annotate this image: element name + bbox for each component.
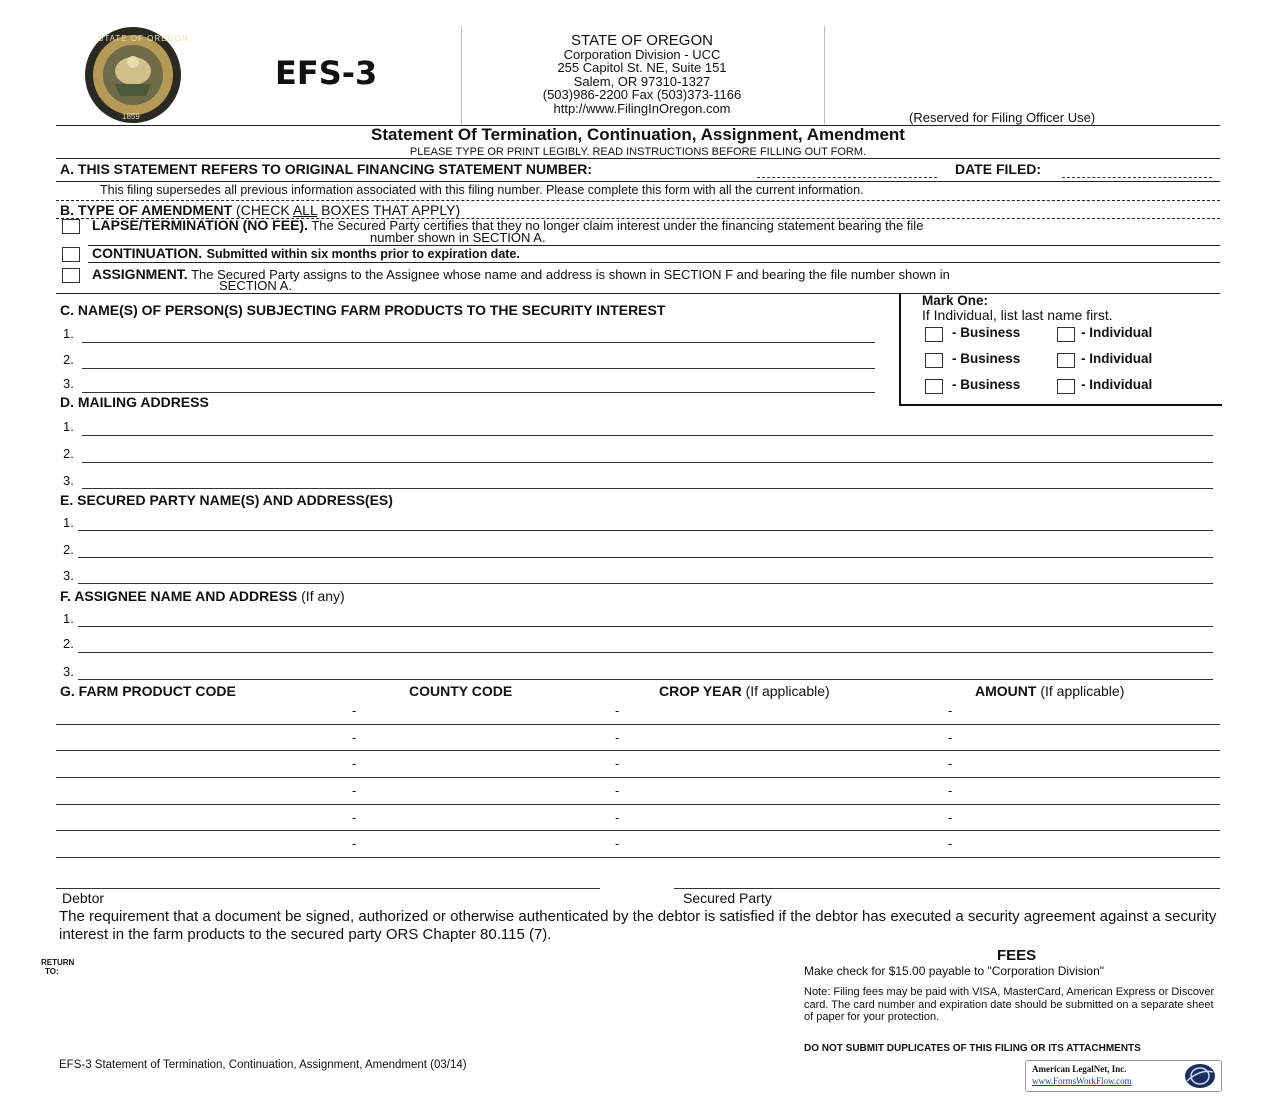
globe-icon <box>1183 1063 1217 1089</box>
to-label: TO: <box>45 967 59 976</box>
agency-street: 255 Capitol St. NE, Suite 151 <box>557 60 727 75</box>
mailing-address-field-1[interactable] <box>82 435 1213 436</box>
secured-party-field-2[interactable] <box>78 557 1213 558</box>
fees-note: Note: Filing fees may be paid with VISA, MasterCard, American Express or Discover card. The card number and expiration date should be submitted on a separate sheet of paper for your protection. <box>804 986 1215 1023</box>
line-number: 1. <box>63 515 74 530</box>
agency-address <box>462 34 822 115</box>
date-filed-label: DATE FILED: <box>955 161 1042 177</box>
return-label: RETURN <box>41 958 75 967</box>
line-number: 2. <box>63 446 74 461</box>
crop-year-dash: - <box>615 756 620 771</box>
crop-year-header <box>659 683 830 699</box>
secured-party-field-3[interactable] <box>78 583 1213 584</box>
county-code-dash: - <box>352 810 357 825</box>
individual-label: - Individual <box>1081 377 1153 392</box>
seal-year: 1859 <box>122 112 140 121</box>
section-f-suffix: (If any) <box>301 588 345 604</box>
secured-party-label: Secured Party <box>683 890 772 906</box>
individual-checkbox-2[interactable] <box>1057 353 1075 368</box>
line-number: 1. <box>63 611 74 626</box>
mark-one-note: If Individual, list last name first. <box>922 307 1113 323</box>
crop-year-dash: - <box>615 783 620 798</box>
farm-product-row-3[interactable] <box>56 777 1220 778</box>
lapse-text1: The Secured Party certifies that they no longer claim interest under the financing statement bearing the file <box>311 218 924 233</box>
farm-product-row-1[interactable] <box>56 724 1220 725</box>
continuation-text: Submitted within six months prior to expiration date. <box>206 247 520 261</box>
financing-number-field[interactable] <box>757 177 937 178</box>
line-number: 3. <box>63 473 74 488</box>
return-to-label <box>41 958 74 976</box>
requirement-text: The requirement that a document be signed, authorized or otherwise authenticated by the debtor is satisfied if the debtor has executed a security agreement against a security interest in the farm products to the secured party ORS Chapter 80.115 (7). <box>59 908 1217 943</box>
lapse-termination-checkbox[interactable] <box>62 219 80 234</box>
section-f-label <box>60 588 345 604</box>
farm-product-row-6[interactable] <box>56 857 1220 858</box>
date-filed-field[interactable] <box>1062 177 1212 178</box>
continuation-checkbox[interactable] <box>62 247 80 262</box>
line-number: 3. <box>63 664 74 679</box>
publisher-name: American LegalNet, Inc. <box>1032 1064 1127 1074</box>
amount-dash: - <box>948 703 953 718</box>
debtor-signature-line[interactable] <box>56 888 600 889</box>
publisher-logo[interactable] <box>1025 1060 1222 1092</box>
section-a-label: A. THIS STATEMENT REFERS TO ORIGINAL FINANCING STATEMENT NUMBER: <box>60 161 592 177</box>
section-d-label: D. MAILING ADDRESS <box>60 394 209 410</box>
mailing-address-field-3[interactable] <box>82 488 1213 489</box>
section-c-label: C. NAME(S) OF PERSON(S) SUBJECTING FARM PRODUCTS TO THE SECURITY INTEREST <box>60 302 666 318</box>
farm-product-row-4[interactable] <box>56 804 1220 805</box>
farm-product-row-2[interactable] <box>56 750 1220 751</box>
section-b-check-post: BOXES THAT APPLY) <box>317 202 461 218</box>
secured-party-signature-line[interactable] <box>674 888 1220 889</box>
form-number: EFS-3 <box>275 54 378 92</box>
assignee-field-1[interactable] <box>78 626 1213 627</box>
assignment-text1: The Secured Party assigns to the Assignee whose name and address is shown in SECTION F and bearing the file number shown in <box>191 267 950 282</box>
debtor-name-field-3[interactable] <box>82 392 875 393</box>
individual-label: - Individual <box>1081 351 1153 366</box>
debtor-name-field-1[interactable] <box>82 342 875 343</box>
form-footer: EFS-3 Statement of Termination, Continuation, Assignment, Amendment (03/14) <box>59 1059 467 1071</box>
lapse-text2: number shown in SECTION A. <box>370 230 546 245</box>
section-b-label <box>60 202 460 218</box>
crop-year-dash: - <box>615 703 620 718</box>
county-code-header: COUNTY CODE <box>409 683 513 699</box>
county-code-dash: - <box>352 703 357 718</box>
section-f-title: F. ASSIGNEE NAME AND ADDRESS <box>60 588 298 604</box>
line-number: 2. <box>63 636 74 651</box>
assignment-text2: SECTION A. <box>219 278 292 293</box>
agency-state: STATE OF OREGON <box>571 32 713 49</box>
line-number: 3. <box>63 568 74 583</box>
crop-year-title: CROP YEAR <box>659 683 742 699</box>
assignment-checkbox[interactable] <box>62 268 80 283</box>
individual-checkbox-1[interactable] <box>1057 327 1075 342</box>
form-subtitle: PLEASE TYPE OR PRINT LEGIBLY. READ INSTRUCTIONS BEFORE FILLING OUT FORM. <box>409 146 867 158</box>
secured-party-field-1[interactable] <box>78 530 1213 531</box>
farm-product-code-header: G. FARM PRODUCT CODE <box>60 683 236 699</box>
line-number: 1. <box>63 419 74 434</box>
crop-year-dash: - <box>615 810 620 825</box>
duplicates-warning: DO NOT SUBMIT DUPLICATES OF THIS FILING OR ITS ATTACHMENTS <box>804 1043 1141 1054</box>
individual-checkbox-3[interactable] <box>1057 379 1075 394</box>
assignee-field-3[interactable] <box>78 679 1213 680</box>
lapse-bold: LAPSE/TERMINATION (NO FEE). <box>92 217 308 233</box>
amount-header <box>975 683 1124 699</box>
fees-title: FEES <box>997 947 1037 964</box>
section-b-check-all: ALL <box>292 202 318 218</box>
business-checkbox-3[interactable] <box>925 379 943 394</box>
amount-title: AMOUNT <box>975 683 1037 699</box>
amount-dash: - <box>948 730 953 745</box>
agency-city: Salem, OR 97310-1327 <box>573 73 711 89</box>
amount-dash: - <box>948 783 953 798</box>
line-number: 3. <box>63 376 74 391</box>
line-number: 1. <box>63 326 74 341</box>
amount-dash: - <box>948 836 953 851</box>
crop-year-dash: - <box>615 836 620 851</box>
crop-year-dash: - <box>615 730 620 745</box>
business-label: - Business <box>952 377 1021 392</box>
section-e-label: E. SECURED PARTY NAME(S) AND ADDRESS(ES) <box>60 492 393 508</box>
section-b-check-pre: (CHECK <box>236 202 293 218</box>
business-label: - Business <box>952 325 1021 340</box>
assignee-field-2[interactable] <box>78 652 1213 653</box>
agency-website: http://www.FilingInOregon.com <box>553 100 731 116</box>
form-title: Statement Of Termination, Continuation, Assignment, Amendment <box>371 125 905 144</box>
county-code-dash: - <box>352 730 357 745</box>
seal-text: STATE OF OREGON <box>98 34 189 43</box>
publisher-url[interactable]: www.FormsWorkFlow.com <box>1032 1076 1132 1086</box>
county-code-dash: - <box>352 783 357 798</box>
amount-dash: - <box>948 810 953 825</box>
agency-division: Corporation Division - UCC <box>563 46 721 62</box>
business-checkbox-2[interactable] <box>925 353 943 368</box>
line-number: 2. <box>63 352 74 367</box>
debtor-label: Debtor <box>62 890 105 906</box>
fees-check: Make check for $15.00 payable to "Corporation Division" <box>804 964 1105 978</box>
crop-year-suffix: (If applicable) <box>745 683 830 699</box>
business-label: - Business <box>952 351 1021 366</box>
agency-phone: (503)986-2200 Fax (503)373-1166 <box>542 87 742 102</box>
mailing-address-field-2[interactable] <box>82 462 1213 463</box>
section-b-prefix: B. TYPE OF AMENDMENT <box>60 202 233 218</box>
continuation-label <box>92 245 520 263</box>
county-code-dash: - <box>352 756 357 771</box>
mark-one-title: Mark One: <box>922 293 989 308</box>
continuation-bold: CONTINUATION. <box>92 245 203 261</box>
farm-product-row-5[interactable] <box>56 830 1220 831</box>
business-checkbox-1[interactable] <box>925 327 943 342</box>
debtor-name-field-2[interactable] <box>82 368 875 369</box>
individual-label: - Individual <box>1081 325 1153 340</box>
assignment-bold: ASSIGNMENT. <box>92 266 188 282</box>
line-number: 2. <box>63 542 74 557</box>
amount-suffix: (If applicable) <box>1040 683 1125 699</box>
county-code-dash: - <box>352 836 357 851</box>
reserved-note: (Reserved for Filing Officer Use) <box>909 110 1096 125</box>
amount-dash: - <box>948 756 953 771</box>
section-a-note: This filing supersedes all previous information associated with this filing number. Please complete this form with all the current information. <box>100 183 864 197</box>
